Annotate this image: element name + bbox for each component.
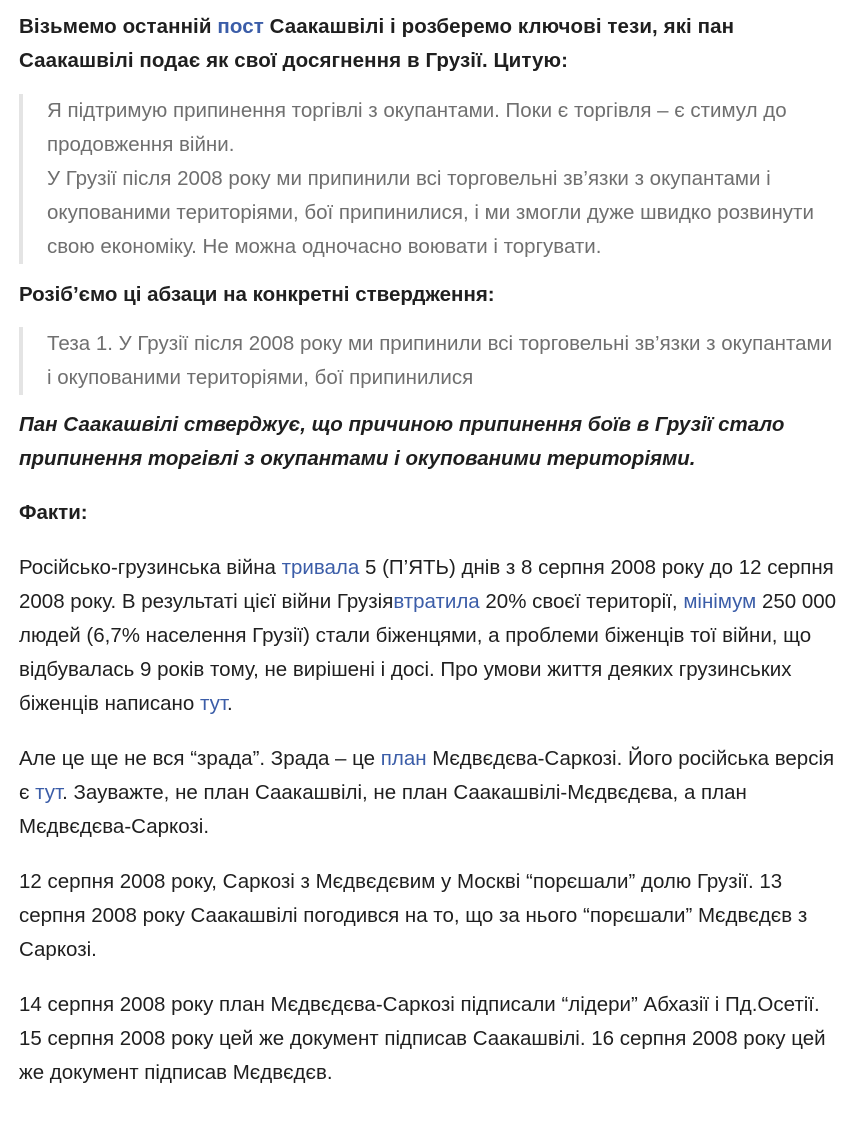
quote-line-2: У Грузії після 2008 року ми припинили всі торговельні зв’язки з окупантами і окупованими територіями, бої припинилися, і ми змогли дуже швидко розвинути свою економіку. Не можна одночасно воювати і торгувати.	[47, 167, 814, 258]
intro-text-start: Візьмемо останній	[19, 15, 218, 38]
text: .	[226, 692, 233, 715]
lasted-link[interactable]: тривала	[281, 556, 360, 579]
text: . Зауважте, не план Саакашвілі, не план Саакашвілі-Мєдвєдєва, а план Мєдвєдєва-Саркозі.	[19, 781, 747, 838]
facts-heading: Факти:	[19, 501, 88, 524]
section-heading: Розіб’ємо ці абзаци на конкретні ствердження:	[19, 283, 495, 306]
russian-version-link[interactable]: тут	[35, 781, 63, 804]
text: 20% своєї території,	[479, 590, 684, 613]
facts-paragraph-4: 14 серпня 2008 року план Мєдвєдєва-Саркозі підписали “лідери” Абхазії і Пд.Осетії. 15 серпня 2008 року цей же документ підписав Саакашвілі. 16 серпня 2008 року цей же документ підписав Мєдвєдєв.	[19, 993, 826, 1084]
thesis-statement: Пан Саакашвілі стверджує, що причиною припинення боїв в Грузії стало припинення торгівлі з окупантами і окупованими територіями.	[19, 413, 785, 470]
post-link[interactable]: пост	[217, 15, 264, 38]
intro-paragraph	[19, 10, 841, 78]
quote-block-1	[19, 94, 841, 264]
facts-paragraph-3: 12 серпня 2008 року, Саркозі з Мєдвєдєвим у Москві “порєшали” долю Грузії. 13 серпня 2008 року Саакашвілі погодився на то, що за нього “порєшали” Мєдвєдєв з Саркозі.	[19, 870, 808, 961]
thesis-quote: Теза 1. У Грузії після 2008 року ми припинили всі торговельні зв’язки з окупантами і окупованими територіями, бої припинилися	[47, 332, 833, 389]
facts-paragraph-2	[19, 742, 841, 844]
text: 5 (П’ЯТЬ) днів з 8 серпня 2008 року до 12 серпня 2008 року. В результаті цієї війни Грузія	[19, 556, 834, 613]
lost-link[interactable]: втратила	[393, 590, 480, 613]
text: 250 000 людей (6,7% населення Грузії) стали біженцями, а проблеми біженців тої війни, що відбувалась 9 років тому, не вирішені і досі. Про умови життя деяких грузинських біженців написано	[19, 590, 837, 715]
intro-text-end: Саакашвілі і розберемо ключові тези, які пан Саакашвілі подає як свої досягнення в Грузії. Цитую:	[19, 15, 735, 72]
text: Мєдвєдєва-Саркозі. Його російська версія є	[19, 747, 835, 804]
quote-block-2	[19, 327, 841, 395]
refugees-here-link[interactable]: тут	[199, 692, 227, 715]
text: Російсько-грузинська війна	[19, 556, 282, 579]
facts-paragraph-1	[19, 551, 841, 721]
text: Але це ще не вся “зрада”. Зрада – це	[19, 747, 381, 770]
quote-line-1: Я підтримую припинення торгівлі з окупантами. Поки є торгівля – є стимул до продовження війни.	[47, 99, 787, 156]
plan-link[interactable]: план	[380, 747, 427, 770]
minimum-link[interactable]: мінімум	[683, 590, 757, 613]
